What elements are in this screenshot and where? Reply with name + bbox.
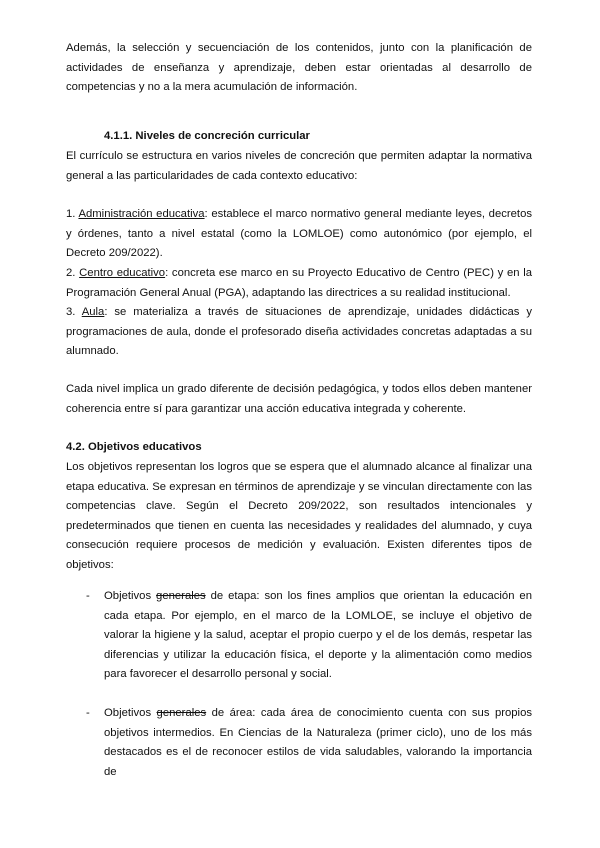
bullet-text: de etapa: son los fines amplios que orientan la educación en cada etapa. Por ejemplo, en el marco de la LOMLOE, se incluye el objetivo de valorar la higiene y la salud, aceptar el propio cuerpo y el de los demás, respetar las diferencias y utilizar la educación física, el deporte y la alimentación como medios para favorecer el desarrollo personal y social. [104, 590, 533, 681]
objective-bullet-2 [104, 704, 532, 782]
level-item-1 [66, 205, 532, 264]
level-term: Aula [81, 306, 105, 318]
bullet-lead: Objetivos [104, 590, 157, 602]
heading-4-1-1: 4.1.1. Niveles de concreción curricular [104, 130, 310, 142]
bullet-text: de área: cada área de conocimiento cuenta con sus propios objetivos intermedios. En Ciencias de la Naturaleza (primer ciclo), uno de los más destacados es el de reconocer estilos de vida saludables, valorando la importancia de [104, 707, 532, 778]
level-number: 3. [66, 306, 76, 318]
objective-bullet-1 [104, 587, 532, 685]
struck-word: generales [156, 707, 207, 719]
bullet-marker: - [86, 590, 90, 602]
level-term: Administración educativa [78, 208, 205, 220]
heading-4-2: 4.2. Objetivos educativos [66, 441, 202, 453]
objectives-intro-paragraph: Los objetivos representan los logros que se espera que el alumnado alcance al finalizar una etapa educativa. Se expresan en términos de aprendizaje y se vinculan directamente con las competencias clave. Según el Decreto 209/2022, son resultados intencionales y predeterminados que tienen en cuenta las necesidades y realidades del alumnado, y cuya consecución requiere procesos de medición y evaluación. Existen diferentes tipos de objetivos: [66, 461, 532, 571]
level-item-3 [66, 303, 532, 362]
bullet-lead: Objetivos [104, 707, 157, 719]
level-number: 1. [66, 208, 76, 220]
level-term: Centro educativo [79, 267, 166, 279]
struck-word: generales [156, 590, 206, 602]
level-text: : concreta ese marco en su Proyecto Educativo de Centro (PEC) y en la Programación General Anual (PGA), adaptando las directrices a su realidad institucional. [66, 267, 533, 299]
levels-closing-paragraph: Cada nivel implica un grado diferente de decisión pedagógica, y todos ellos deben mantener coherencia entre sí para garantizar una acción educativa integrada y coherente. [66, 383, 532, 415]
level-text: : establece el marco normativo general mediante leyes, decretos y órdenes, tanto a nivel estatal (como la LOMLOE) como autonómico (por ejemplo, el Decreto 209/2022). [66, 208, 532, 260]
level-item-2 [66, 264, 532, 303]
bullet-marker: - [86, 707, 90, 719]
level-text: : se materializa a través de situaciones de aprendizaje, unidades didácticas y programaciones de aula, donde el profesorado diseña actividades concretas adaptadas a su alumnado. [66, 306, 533, 358]
level-number: 2. [66, 267, 76, 279]
levels-intro-paragraph: El currículo se estructura en varios niveles de concreción que permiten adaptar la normativa general a las particularidades de cada contexto educativo: [66, 150, 532, 182]
intro-paragraph: Además, la selección y secuenciación de los contenidos, junto con la planificación de actividades de enseñanza y aprendizaje, deben estar orientadas al desarrollo de competencias y no a la mera acumulación de información. [66, 42, 532, 94]
